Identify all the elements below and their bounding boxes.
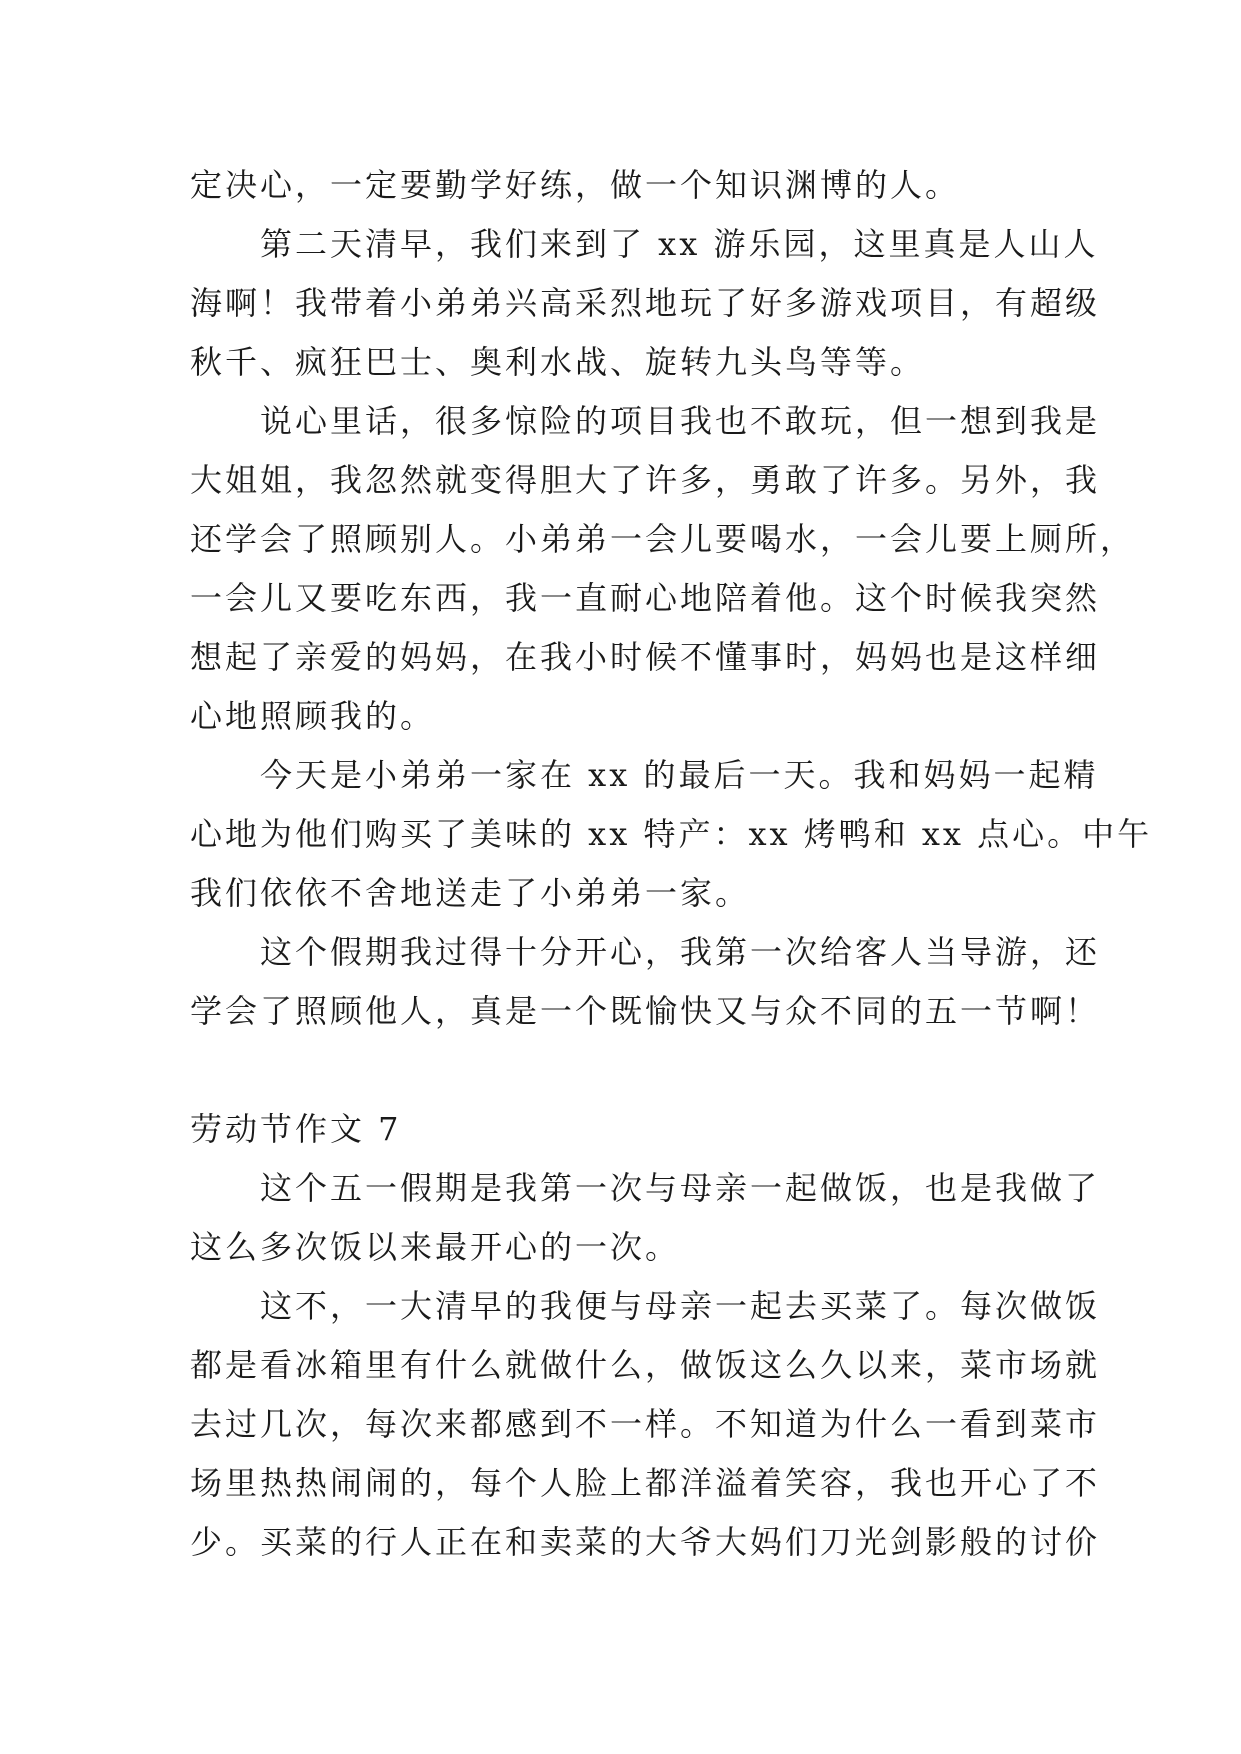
text-line: 今天是小弟弟一家在 xx 的最后一天。我和妈妈一起精 (260, 756, 1099, 794)
paragraph (190, 1277, 1101, 1572)
text-line: 这么多次饭以来最开心的一次。 (190, 1228, 681, 1266)
text-line: 场里热热闹闹的，每个人脸上都洋溢着笑容，我也开心了不 (190, 1464, 1101, 1502)
paragraph (190, 923, 1101, 1041)
paragraph (190, 392, 1136, 746)
text-line: 心地为他们购买了美味的 xx 特产：xx 烤鸭和 xx 点心。中午 (190, 815, 1153, 853)
text-line: 大姐姐，我忽然就变得胆大了许多，勇敢了许多。另外，我 (190, 461, 1101, 499)
paragraph (190, 746, 1153, 923)
text-line: 这个五一假期是我第一次与母亲一起做饭，也是我做了 (260, 1169, 1101, 1207)
paragraph (190, 1159, 1101, 1277)
text-line: 都是看冰箱里有什么就做什么，做饭这么久以来，菜市场就 (190, 1346, 1101, 1384)
text-line: 学会了照顾他人，真是一个既愉快又与众不同的五一节啊！ (190, 992, 1101, 1030)
text-line: 我们依依不舍地送走了小弟弟一家。 (190, 874, 751, 912)
text-line: 说心里话，很多惊险的项目我也不敢玩，但一想到我是 (260, 402, 1101, 440)
text-line: 一会儿又要吃东西，我一直耐心地陪着他。这个时候我突然 (190, 579, 1101, 617)
section-spacer (190, 1041, 1060, 1100)
text-line: 这不，一大清早的我便与母亲一起去买菜了。每次做饭 (260, 1287, 1101, 1325)
document-body (190, 156, 1153, 1572)
paragraph (190, 215, 1101, 392)
text-line: 想起了亲爱的妈妈，在我小时候不懂事时，妈妈也是这样细 (190, 638, 1101, 676)
text-line: 这个假期我过得十分开心，我第一次给客人当导游，还 (260, 933, 1101, 971)
text-line: 海啊！我带着小弟弟兴高采烈地玩了好多游戏项目，有超级 (190, 284, 1101, 322)
text-line: 去过几次，每次来都感到不一样。不知道为什么一看到菜市 (190, 1405, 1101, 1443)
text-line: 秋千、疯狂巴士、奥利水战、旋转九头鸟等等。 (190, 343, 926, 381)
text-line: 定决心，一定要勤学好练，做一个知识渊博的人。 (190, 166, 961, 204)
text-line: 第二天清早，我们来到了 xx 游乐园，这里真是人山人 (260, 225, 1099, 263)
text-line: 还学会了照顾别人。小弟弟一会儿要喝水，一会儿要上厕所， (190, 520, 1136, 558)
text-line: 少。买菜的行人正在和卖菜的大爷大妈们刀光剑影般的讨价 (190, 1523, 1101, 1561)
section-heading: 劳动节作文 7 (190, 1110, 402, 1148)
paragraph (190, 156, 1060, 215)
text-line: 心地照顾我的。 (190, 697, 436, 735)
